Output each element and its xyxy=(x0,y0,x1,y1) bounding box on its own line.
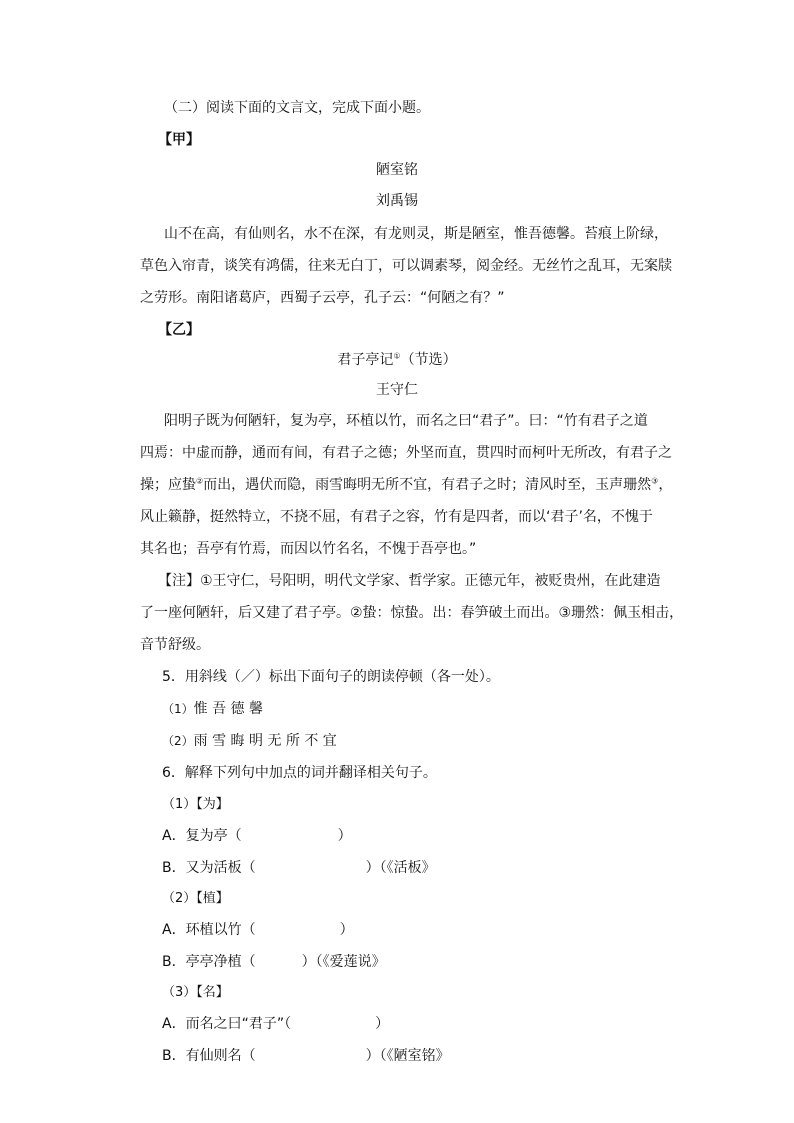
yi-author: 王守仁 xyxy=(376,382,418,398)
notes-line-1: 【注】①王守仁，号阳明，明代文学家、哲学家。正德元年，被贬贵州，在此建造 xyxy=(158,573,661,589)
q6-g1-b-prompt: B．又为活板（ xyxy=(162,860,256,876)
yi-text-line-5: 其名也；吾亭有竹焉，而因以竹名名，不愧于吾亭也。” xyxy=(140,541,477,557)
q6-g3-a-prompt: A．而名之曰“君子”（ xyxy=(162,1016,292,1032)
footnote-marker-3: ③ xyxy=(651,476,659,486)
q6-group-2-head: （2）【植】 xyxy=(162,891,229,906)
yi-title-footnote-marker: ① xyxy=(393,351,401,361)
q6-group-3-head: （3）【名】 xyxy=(162,985,229,1000)
yi-text-line-3-part-a: 操；应蛰 xyxy=(140,477,196,493)
notes-line-2: 了一座何陋轩，后又建了君子亭。②蛰：惊蛰。出：春笋破土而出。③珊然：佩玉相击， xyxy=(140,605,684,621)
q5-item-2 xyxy=(162,731,682,751)
yi-title-text: 君子亭记 xyxy=(337,352,394,368)
yi-text-line-2: 四焉：中虚而静，通而有间，有君子之德；外坚而直，贯四时而柯叶无所改，有君子之 xyxy=(140,445,672,461)
section-intro: （二）阅读下面的文言文，完成下面小题。 xyxy=(164,100,430,116)
q6-g3-b-prompt: B．有仙则名（ xyxy=(162,1048,256,1064)
q5-item-2-text: 雨 雪 晦 明 无 所 不 宜 xyxy=(193,733,337,749)
yi-text-line-3 xyxy=(140,475,673,495)
jia-text-line-2: 草色入帘青，谈笑有鸿儒，往来无白丁，可以调素琴，阅金经。无丝竹之乱耳，无案牍 xyxy=(140,258,672,274)
q6-g2-b xyxy=(162,952,682,972)
yi-title-suffix: （节选） xyxy=(400,352,457,368)
q5-item-1-number: （1） xyxy=(162,702,194,716)
q5-item-1 xyxy=(162,699,682,719)
notes-line-3: 音节舒级。 xyxy=(140,637,210,653)
q6-g2-a-close: ） xyxy=(339,922,354,938)
q6-g2-a xyxy=(162,920,682,940)
q6-g3-a-close: ） xyxy=(375,1016,390,1032)
q5-item-2-number: （2） xyxy=(162,734,194,748)
yi-label: 【乙】 xyxy=(158,322,200,338)
jia-title: 陋室铭 xyxy=(376,162,418,178)
yi-text-line-1: 阳明子既为何陋轩，复为亭，环植以竹，而名之曰“君子”。曰：“竹有君子之道 xyxy=(164,413,648,429)
q6-group-1-head: （1）【为】 xyxy=(162,797,229,812)
q6-g1-b xyxy=(162,858,682,878)
yi-text-line-3-part-c: ， xyxy=(658,477,673,493)
yi-text-line-4: 风止籁静，挺然特立，不挠不屈，有君子之容，竹有是四者，而以‘君子’名，不愧于 xyxy=(140,509,653,525)
q5-item-1-text: 惟 吾 德 馨 xyxy=(193,701,263,717)
yi-title xyxy=(0,350,794,370)
q6-g2-b-prompt: B．亭亭净植（ xyxy=(162,954,256,970)
jia-label: 【甲】 xyxy=(158,132,200,148)
yi-text-line-3-part-b: 而出，遇伏而隐，雨雪晦明无所不宜，有君子之时；清风时至，玉声珊然 xyxy=(203,477,652,493)
q6-stem: 6．解释下列句中加点的词并翻译相关句子。 xyxy=(162,765,437,781)
jia-text-line-1: 山不在高，有仙则名，水不在深，有龙则灵，斯是陋室，惟吾德馨。苔痕上阶绿， xyxy=(164,226,668,242)
jia-author: 刘禹锡 xyxy=(376,193,418,209)
q6-g1-a-close: ） xyxy=(337,828,352,844)
q6-g1-a xyxy=(162,826,682,846)
q6-g3-b-close: ）（《陋室铭》 xyxy=(365,1048,450,1064)
jia-text-line-3: 之劳形。南阳诸葛庐，西蜀子云亭，孔子云：“何陋之有？” xyxy=(140,290,505,306)
q6-g1-b-close: ）（《活板》 xyxy=(365,860,436,876)
footnote-marker-2: ② xyxy=(196,476,204,486)
q6-g1-a-prompt: A．复为亭（ xyxy=(162,828,242,844)
q6-g3-a xyxy=(162,1014,682,1034)
q6-g2-b-close: ）（《爱莲说》 xyxy=(301,954,386,970)
q6-g2-a-prompt: A．环植以竹（ xyxy=(162,922,256,938)
q5-stem: 5．用斜线（／）标出下面句子的朗读停顿（各一处）。 xyxy=(162,669,500,685)
q6-g3-b xyxy=(162,1046,682,1066)
